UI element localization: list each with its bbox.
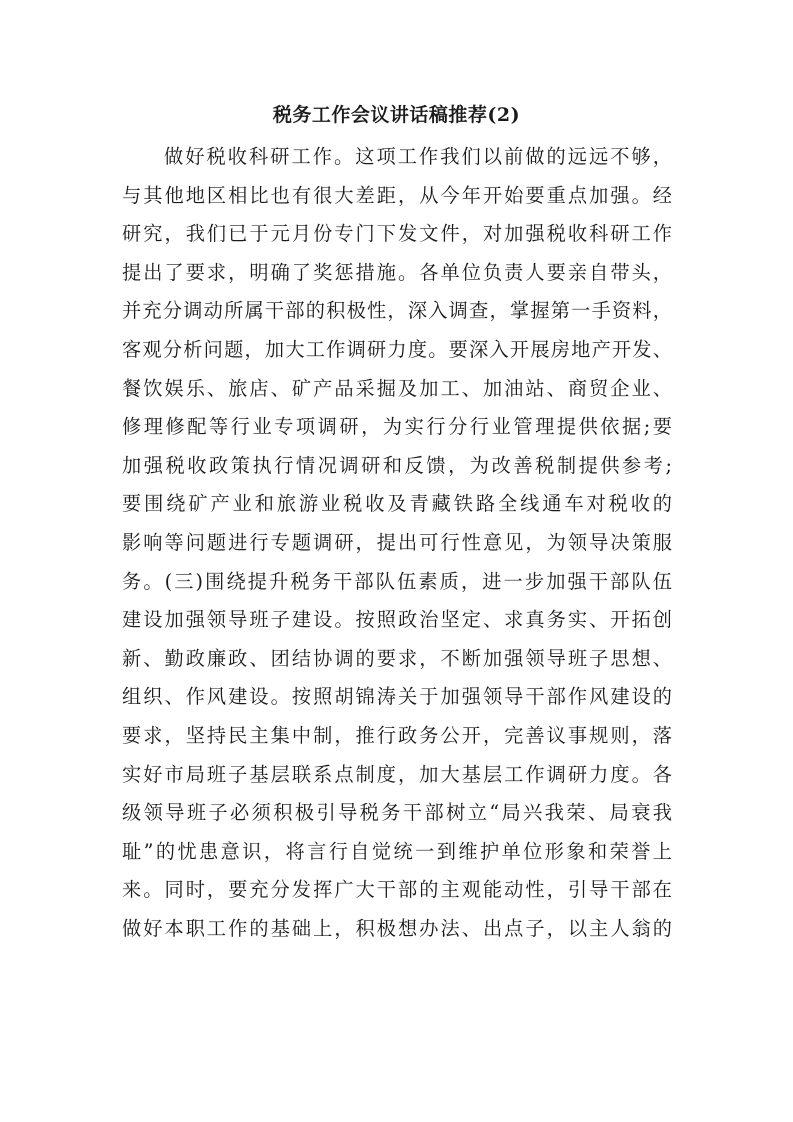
body-line: 耻”的忧患意识，将言行自觉统一到维护单位形象和荣誉上 [122,839,672,863]
body-line: 要围绕矿产业和旅游业税收及青藏铁路全线通车对税收的 [122,492,672,516]
body-line: 务。(三)围绕提升税务干部队伍素质，进一步加强干部队伍 [122,569,672,593]
document-body [122,138,672,948]
body-line: 建设加强领导班子建设。按照政治坚定、求真务实、开拓创 [122,608,672,632]
body-line: 组织、作风建设。按照胡锦涛关于加强领导干部作风建设的 [122,685,672,709]
body-line: 修理修配等行业专项调研，为实行分行业管理提供依据;要 [122,415,672,439]
body-line: 提出了要求，明确了奖惩措施。各单位负责人要亲自带头， [122,260,672,284]
body-line: 级领导班子必须积极引导税务干部树立“局兴我荣、局衰我 [122,801,672,825]
body-line: 并充分调动所属干部的积极性，深入调查，掌握第一手资料， [122,299,672,323]
body-line: 做好本职工作的基础上，积极想办法、出点子，以主人翁的 [122,916,672,940]
body-line: 要求，坚持民主集中制，推行政务公开，完善议事规则，落 [122,723,672,747]
body-line: 餐饮娱乐、旅店、矿产品采掘及加工、加油站、商贸企业、 [122,376,672,400]
body-line: 来。同时，要充分发挥广大干部的主观能动性，引导干部在 [122,878,672,902]
body-line: 客观分析问题，加大工作调研力度。要深入开展房地产开发、 [122,337,672,361]
body-line: 影响等问题进行专题调研，提出可行性意见，为领导决策服 [122,530,672,554]
body-line: 新、勤政廉政、团结协调的要求，不断加强领导班子思想、 [122,646,672,670]
body-line: 与其他地区相比也有很大差距，从今年开始要重点加强。经 [122,183,672,207]
body-line: 实好市局班子基层联系点制度，加大基层工作调研力度。各 [122,762,672,786]
document-title: 税务工作会议讲话稿推荐(2) [272,104,521,126]
body-line: 加强税收政策执行情况调研和反馈，为改善税制提供参考; [122,453,672,477]
body-line: 研究，我们已于元月份专门下发文件，对加强税收科研工作 [122,222,672,246]
body-line: 做好税收科研工作。这项工作我们以前做的远远不够， [164,145,672,168]
